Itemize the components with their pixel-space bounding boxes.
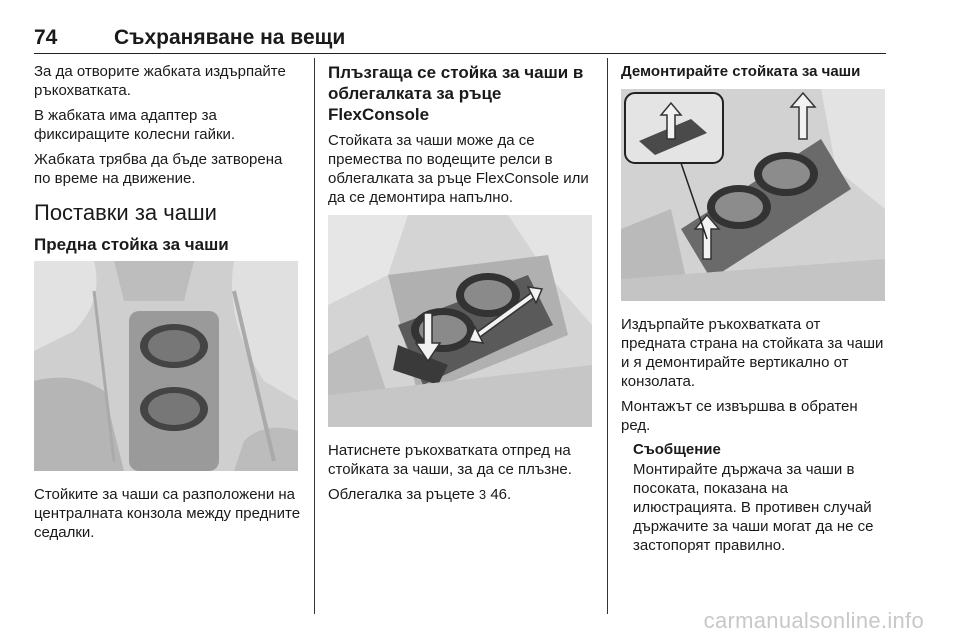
column-3 — [621, 62, 889, 561]
glovebox-closed-text: Жабката трябва да бъде затворена по време на движение. — [34, 151, 283, 187]
glovebox-open-text: За да отворите жабката издърпайте ръкохватката. — [34, 63, 286, 99]
flexconsole-title: Плъзгаща се стойка за чаши в облегалката за ръце FlexConsole — [328, 63, 584, 124]
reinstall-text: Монтажът се извършва в обратен ред. — [621, 398, 858, 434]
armrest-reference: Облегалка за ръцете 3 46. — [328, 486, 512, 503]
page-reference-icon: 3 — [478, 487, 487, 502]
front-cupholder-caption: Стойките за чаши са разположени на централната конзола между предните седалки. — [34, 486, 301, 541]
remove-instructions: Издърпайте ръкохватката от предната страна на стойката за чаши и я демонтирайте вертикално от конзолата. — [621, 316, 884, 390]
note-title: Съобщение — [633, 441, 721, 458]
page-header — [34, 26, 886, 52]
watermark: carmanualsonline.info — [703, 608, 924, 633]
column-divider — [314, 58, 315, 614]
sliding-caption: Натиснете ръкохватката отпред на стойката за чаши, за да се плъзне. — [328, 442, 572, 478]
subsection-title: Предна стойка за чаши — [34, 235, 229, 254]
glovebox-adapter-text: В жабката има адаптер за фиксиращите колесни гайки. — [34, 107, 236, 143]
note-box — [621, 441, 889, 555]
column-divider — [607, 58, 608, 614]
column-2 — [328, 62, 594, 510]
front-cupholder-illustration — [34, 261, 298, 471]
remove-cupholder-illustration — [621, 89, 885, 301]
section-title: Поставки за чаши — [34, 200, 217, 225]
page-number: 74 — [34, 26, 58, 49]
header-rule — [34, 53, 886, 54]
chapter-title: Съхраняване на вещи — [114, 26, 346, 49]
column-1 — [34, 62, 302, 548]
remove-cupholder-title: Демонтирайте стойката за чаши — [621, 63, 861, 80]
flexconsole-intro: Стойката за чаши може да се премества по водещите релси в облегалката за ръце FlexConsole или да се демонтира напълно. — [328, 132, 589, 206]
note-text: Монтирайте държача за чаши в посоката, показана на илюстрацията. В противен случай държачите за чаши могат да не се застопорят правилно. — [633, 461, 874, 554]
sliding-cupholder-illustration — [328, 215, 592, 427]
